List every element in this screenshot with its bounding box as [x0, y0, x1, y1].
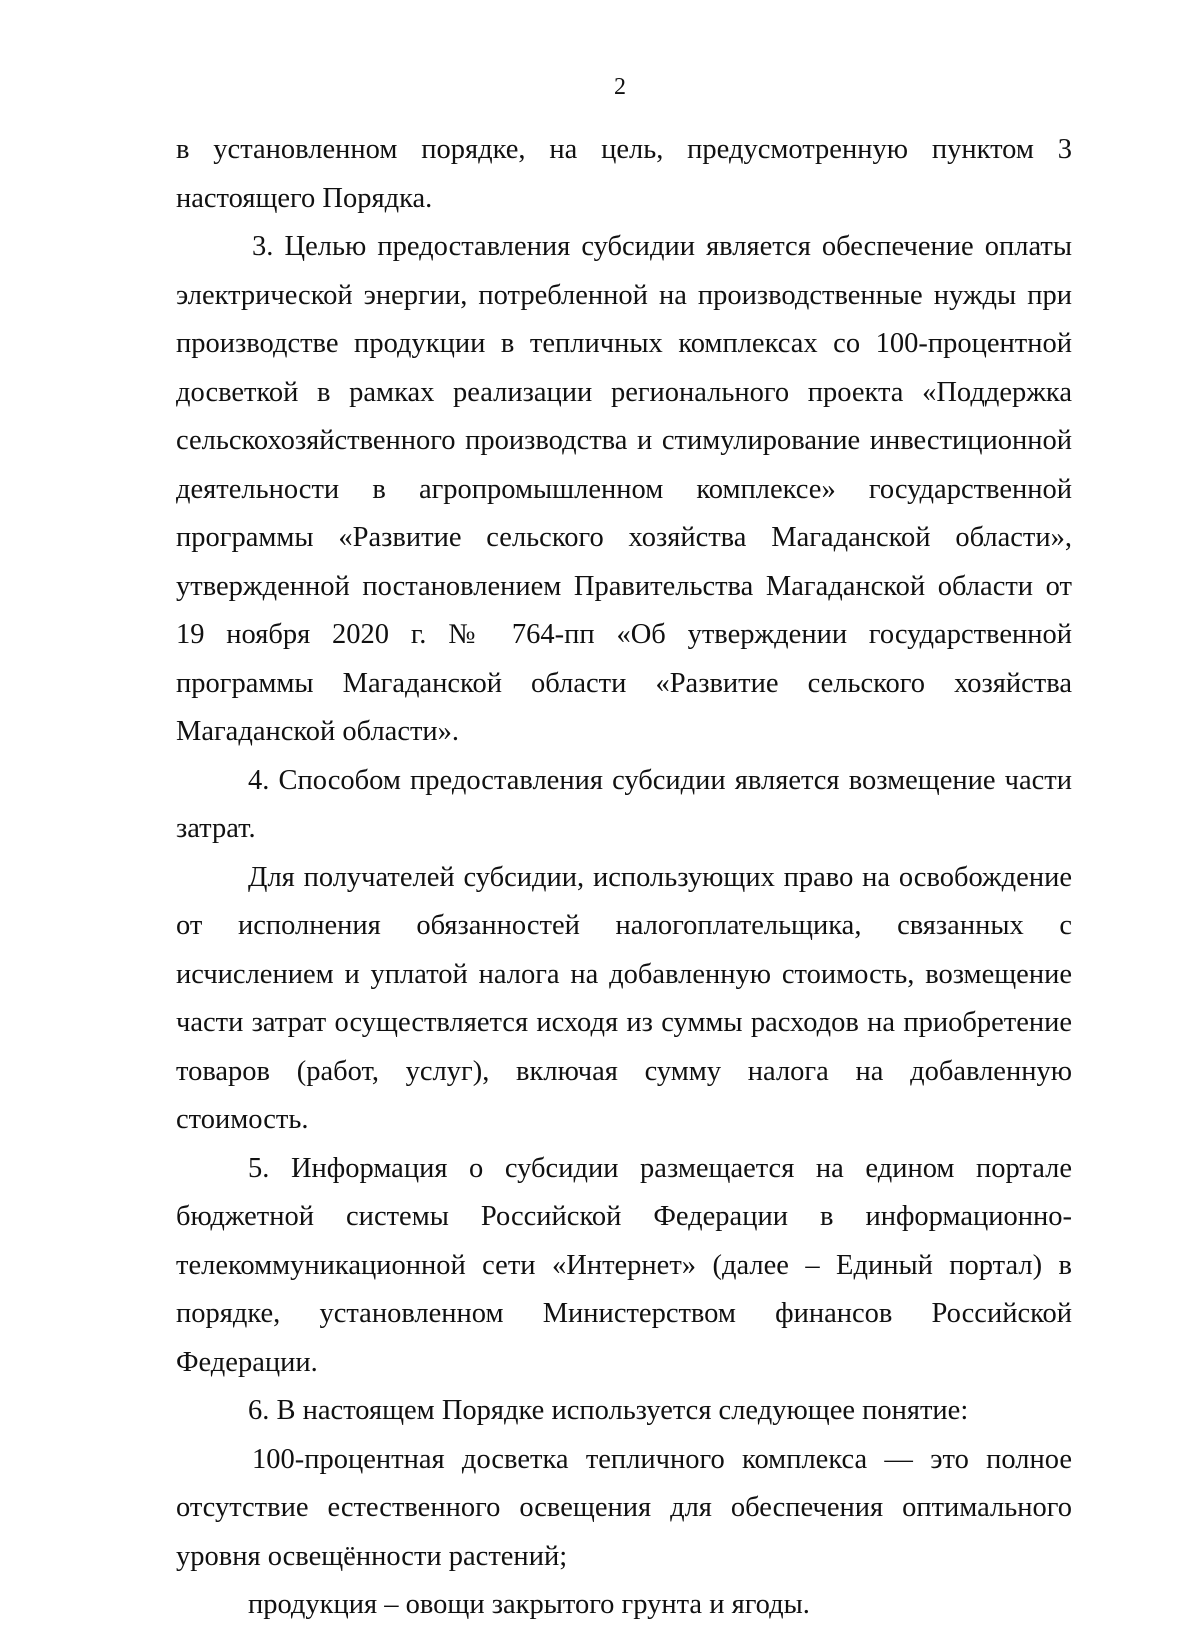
- paragraph-item-4: 4. Способом предоставления субсидии является возмещение части затрат.: [176, 764, 1072, 844]
- paragraph-item-6: 6. В настоящем Порядке используется следующее понятие:: [248, 1395, 969, 1426]
- document-body: [176, 126, 1072, 1630]
- paragraph-continuation: в установленном порядке, на цель, предусмотренную пунктом 3 настоящего Порядка.: [176, 134, 1072, 214]
- definition-supplementary-lighting: 100-процентная досветка тепличного комплекса — это полное отсутствие естественного освещения для обеспечения оптимального уровня освещённости растений;: [176, 1443, 1072, 1572]
- page-number: 2: [614, 74, 626, 100]
- paragraph-item-3: 3. Целью предоставления субсидии является обеспечение оплаты электрической энергии, потребленной на производственные нужды при производстве продукции в тепличных комплексах со 100-процентной досветкой в рамках реализации регионального проекта «Поддержка сельскохозяйственного производства и стимулирование инвестиционной деятельности в агропромышленном комплексе» государственной программы «Развитие сельского хозяйства Магаданской области», утвержденной постановлением Правительства Магаданской области от 19 ноября 2020 г. № 764-пп «Об утверждении государственной программы Магаданской области «Развитие сельского хозяйства Магаданской области».: [176, 231, 1072, 747]
- definition-products: продукция – овощи закрытого грунта и ягоды.: [248, 1589, 810, 1620]
- paragraph-vat-recipients: Для получателей субсидии, использующих право на освобождение от исполнения обязанностей налогоплательщика, связанных с исчислением и уплатой налога на добавленную стоимость, возмещение части затрат осуществляется исходя из суммы расходов на приобретение товаров (работ, услуг), включая сумму налога на добавленную стоимость.: [176, 861, 1072, 1135]
- paragraph-item-5: 5. Информация о субсидии размещается на едином портале бюджетной системы Российской Федерации в информационно-телекоммуникационной сети «Интернет» (далее – Единый портал) в порядке, установленном Министерством финансов Российской Федерации.: [176, 1152, 1072, 1378]
